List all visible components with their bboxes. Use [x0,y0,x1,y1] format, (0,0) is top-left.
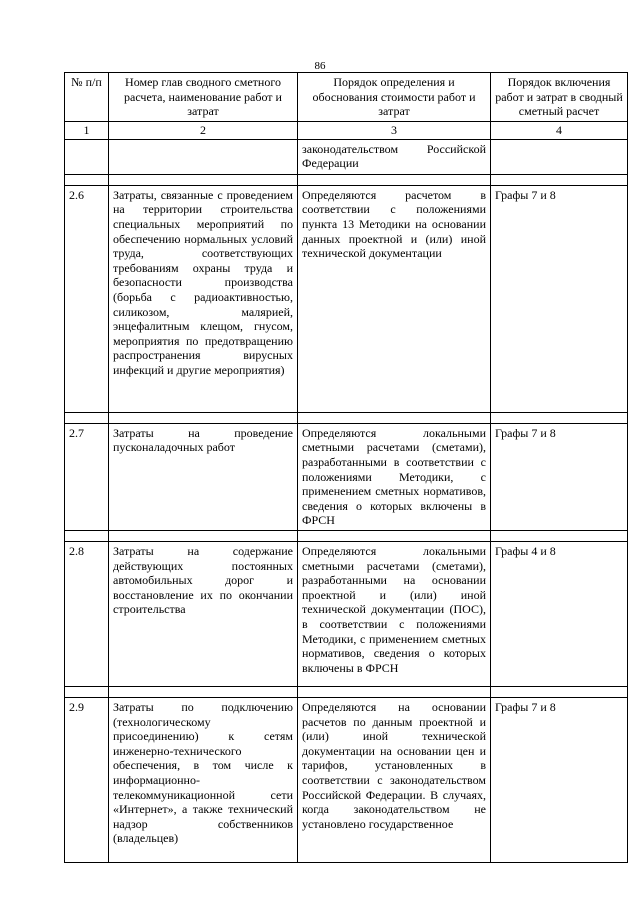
table-row [65,423,628,530]
table-row [65,541,628,686]
header-name: Номер глав сводного сметного расчета, наименование работ и затрат [109,73,298,122]
row-work-name: Затраты на содержание действующих постоянных автомобильных дорог и восстановление их по окончании строительства [109,541,298,686]
column-number-row [65,121,628,139]
table-row [65,697,628,862]
row-number: 2.7 [65,423,109,530]
row-inclusion: Графы 7 и 8 [491,423,628,530]
row-method: Определяются на основании расчетов по данным проектной и (или) иной технической документации на основании цен и тарифов, установленных в соответствии с законодательством Российской Федерации. В случаях, когда законодательством не установлено государственное [298,697,491,862]
page-number: 86 [314,60,326,72]
table-header-row [65,73,628,122]
row-method: Определяются расчетом в соответствии с положениями пункта 13 Методики на основании данных проектной и (или) иной технической документации [298,185,491,412]
header-num: № п/п [65,73,109,122]
column-number: 4 [491,121,628,139]
cost-table [64,72,628,863]
continuation-row [65,139,628,174]
column-number: 3 [298,121,491,139]
continuation-text: законодательством Российской Федерации [298,139,491,174]
row-number: 2.9 [65,697,109,862]
column-number: 1 [65,121,109,139]
row-method: Определяются локальными сметными расчетами (сметами), разработанными на основании проектной и (или) иной технической документации (ПОС), в соответствии с положениями Методики, с применением сметных нормативов, сведения о которых включены в ФРСН [298,541,491,686]
column-number: 2 [109,121,298,139]
row-method: Определяются локальными сметными расчетами (сметами), разработанными в соответствии с положениями Методики, с применением сметных нормативов, сведения о которых включены в ФРСН [298,423,491,530]
row-inclusion: Графы 7 и 8 [491,697,628,862]
row-work-name: Затраты по подключению (технологическому присоединению) к сетям инженерно-технического обеспечения, в том числе к информационно-телекоммуникационной сети «Интернет», а также технический надзор собственников (владельцев) [109,697,298,862]
row-inclusion: Графы 7 и 8 [491,185,628,412]
header-method: Порядок определения и обоснования стоимости работ и затрат [298,73,491,122]
row-number: 2.8 [65,541,109,686]
row-number: 2.6 [65,185,109,412]
row-work-name: Затраты на проведение пусконаладочных работ [109,423,298,530]
header-inclusion: Порядок включения работ и затрат в сводный сметный расчет [491,73,628,122]
table-row [65,185,628,412]
row-work-name: Затраты, связанные с проведением на территории строительства специальных мероприятий по обеспечению нормальных условий труда, соответствующих требованиям охраны труда и безопасности производства (борьба с радиоактивностью, силикозом, малярией, энцефалитным клещом, гнусом, мероприятия по предотвращению распространения вирусных инфекций и другие мероприятия) [109,185,298,412]
row-inclusion: Графы 4 и 8 [491,541,628,686]
